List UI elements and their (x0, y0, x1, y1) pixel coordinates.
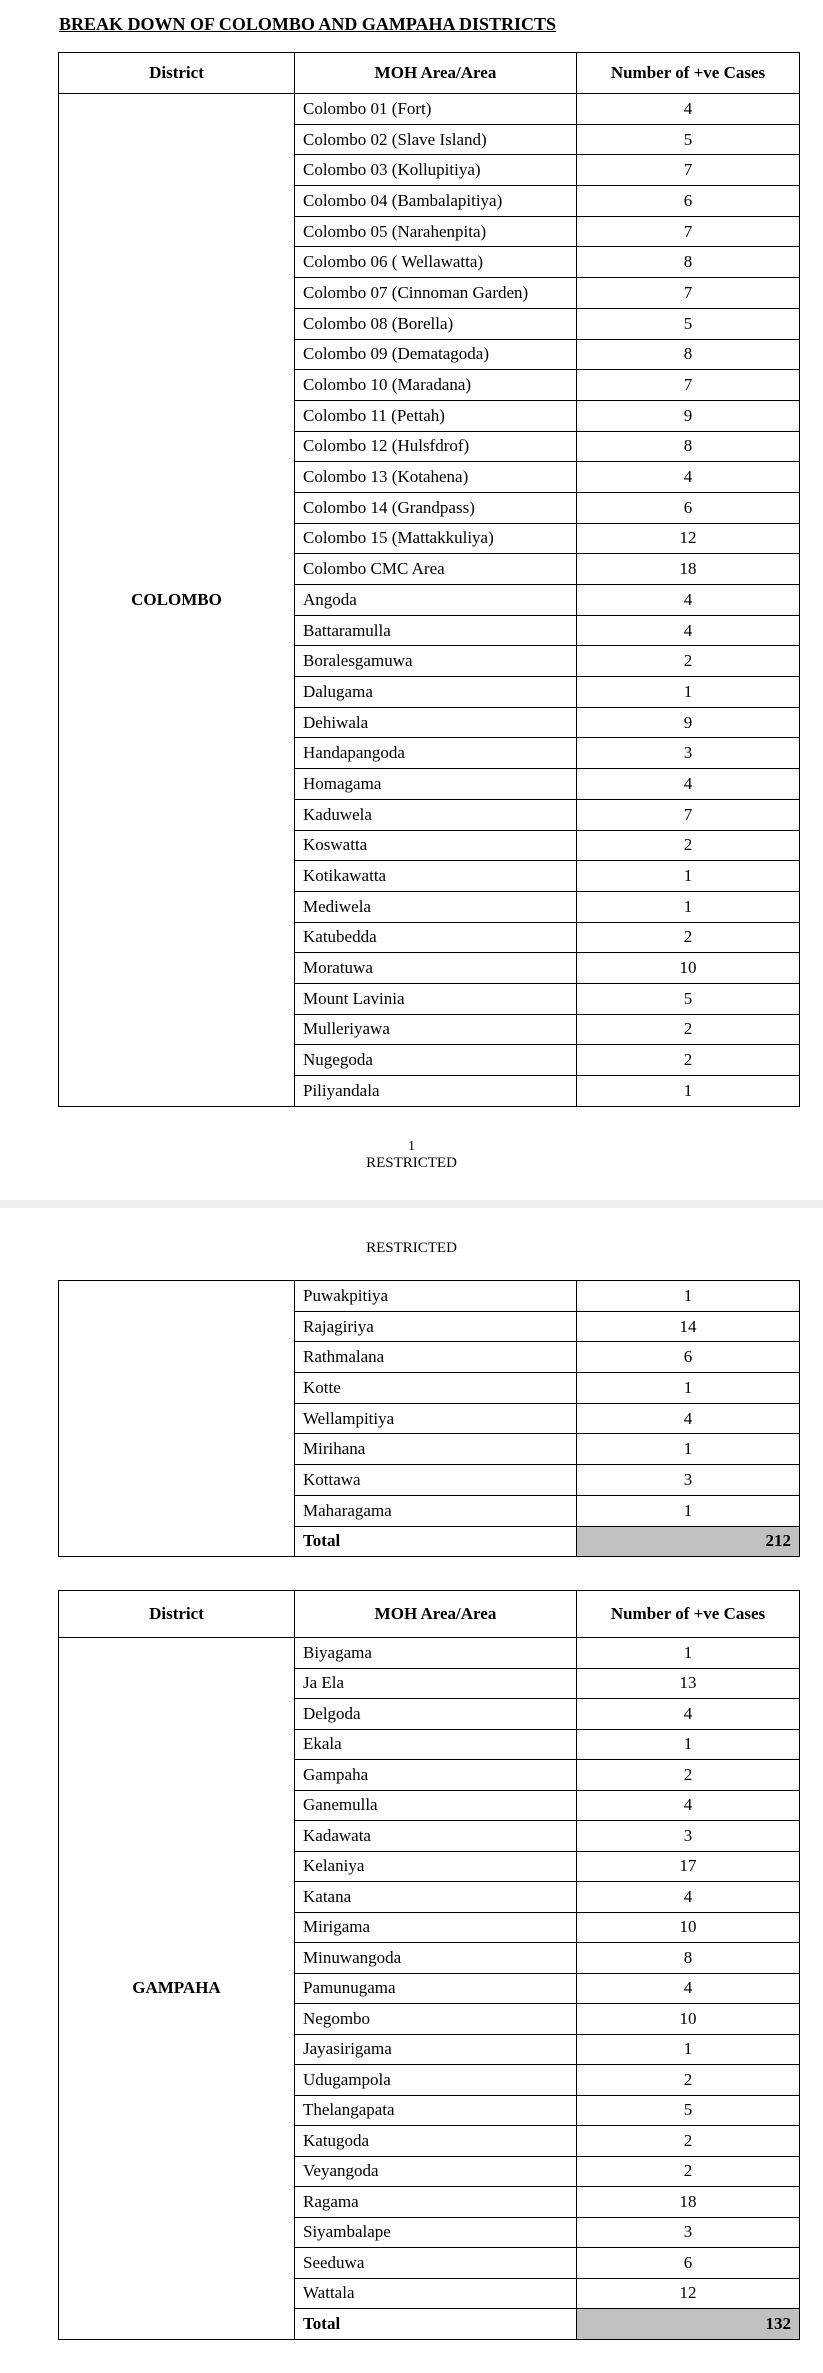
gampaha-cases-table (58, 1590, 800, 2340)
positive-case-count: 4 (577, 585, 800, 616)
cases-column-header: Number of +ve Cases (577, 1591, 800, 1638)
document-title: BREAK DOWN OF COLOMBO AND GAMPAHA DISTRICTS (59, 14, 557, 34)
district-column-header: District (59, 53, 295, 94)
colombo-cases-table-continued (58, 1280, 800, 1557)
positive-case-count: 5 (577, 983, 800, 1014)
moh-area-name: Kadawata (295, 1821, 577, 1852)
positive-case-count: 1 (577, 1373, 800, 1404)
moh-area-name: Veyangoda (295, 2156, 577, 2187)
positive-case-count: 6 (577, 492, 800, 523)
positive-case-count: 2 (577, 922, 800, 953)
total-label: Total (295, 1526, 577, 1557)
positive-case-count: 4 (577, 1403, 800, 1434)
district-column-header: District (59, 1591, 295, 1638)
moh-area-name: Colombo 12 (Hulsfdrof) (295, 431, 577, 462)
district-name: GAMPAHA (59, 1638, 295, 2340)
colombo-cases-table (58, 52, 800, 1107)
moh-area-name: Colombo 02 (Slave Island) (295, 124, 577, 155)
positive-case-count: 1 (577, 1729, 800, 1760)
moh-area-name: Moratuwa (295, 953, 577, 984)
moh-area-name: Wattala (295, 2278, 577, 2309)
positive-case-count: 8 (577, 339, 800, 370)
positive-case-count: 1 (577, 891, 800, 922)
moh-area-name: Colombo 11 (Pettah) (295, 400, 577, 431)
moh-area-name: Battaramulla (295, 615, 577, 646)
moh-area-name: Katugoda (295, 2126, 577, 2157)
moh-area-name: Pamunugama (295, 1973, 577, 2004)
positive-case-count: 6 (577, 2248, 800, 2279)
positive-case-count: 12 (577, 2278, 800, 2309)
moh-area-name: Ragama (295, 2187, 577, 2218)
positive-case-count: 4 (577, 1973, 800, 2004)
positive-case-count: 1 (577, 861, 800, 892)
moh-area-name: Kaduwela (295, 799, 577, 830)
positive-case-count: 9 (577, 707, 800, 738)
positive-case-count: 1 (577, 1076, 800, 1107)
classification-footer: RESTRICTED (366, 1155, 457, 1171)
positive-case-count: 5 (577, 2095, 800, 2126)
total-value: 132 (577, 2309, 800, 2340)
positive-case-count: 8 (577, 1943, 800, 1974)
moh-area-name: Koswatta (295, 830, 577, 861)
moh-area-name: Biyagama (295, 1638, 577, 1669)
moh-area-name: Colombo 05 (Narahenpita) (295, 216, 577, 247)
positive-case-count: 10 (577, 953, 800, 984)
positive-case-count: 2 (577, 1014, 800, 1045)
positive-case-count: 4 (577, 94, 800, 125)
moh-area-name: Colombo 10 (Maradana) (295, 370, 577, 401)
area-column-header: MOH Area/Area (295, 53, 577, 94)
positive-case-count: 7 (577, 799, 800, 830)
moh-area-name: Dalugama (295, 677, 577, 708)
classification-header: RESTRICTED (366, 1240, 457, 1256)
positive-case-count: 7 (577, 370, 800, 401)
table-header-row (59, 53, 800, 94)
moh-area-name: Dehiwala (295, 707, 577, 738)
moh-area-name: Seeduwa (295, 2248, 577, 2279)
positive-case-count: 1 (577, 1281, 800, 1312)
moh-area-name: Kottawa (295, 1465, 577, 1496)
moh-area-name: Kotikawatta (295, 861, 577, 892)
positive-case-count: 9 (577, 400, 800, 431)
positive-case-count: 5 (577, 124, 800, 155)
moh-area-name: Boralesgamuwa (295, 646, 577, 677)
positive-case-count: 5 (577, 308, 800, 339)
positive-case-count: 2 (577, 2065, 800, 2096)
total-value: 212 (577, 1526, 800, 1557)
moh-area-name: Colombo 14 (Grandpass) (295, 492, 577, 523)
positive-case-count: 7 (577, 216, 800, 247)
positive-case-count: 2 (577, 1760, 800, 1791)
positive-case-count: 2 (577, 1045, 800, 1076)
positive-case-count: 18 (577, 554, 800, 585)
positive-case-count: 10 (577, 2004, 800, 2035)
moh-area-name: Mirigama (295, 1912, 577, 1943)
positive-case-count: 3 (577, 738, 800, 769)
moh-area-name: Kelaniya (295, 1851, 577, 1882)
positive-case-count: 6 (577, 186, 800, 217)
positive-case-count: 8 (577, 247, 800, 278)
moh-area-name: Colombo 15 (Mattakkuliya) (295, 523, 577, 554)
moh-area-name: Colombo 06 ( Wellawatta) (295, 247, 577, 278)
positive-case-count: 2 (577, 830, 800, 861)
positive-case-count: 3 (577, 1821, 800, 1852)
moh-area-name: Colombo 08 (Borella) (295, 308, 577, 339)
positive-case-count: 6 (577, 1342, 800, 1373)
moh-area-name: Puwakpitiya (295, 1281, 577, 1312)
moh-area-name: Ganemulla (295, 1790, 577, 1821)
moh-area-name: Kotte (295, 1373, 577, 1404)
positive-case-count: 4 (577, 1699, 800, 1730)
page-separator (0, 1200, 823, 1208)
moh-area-name: Ekala (295, 1729, 577, 1760)
positive-case-count: 4 (577, 1790, 800, 1821)
moh-area-name: Delgoda (295, 1699, 577, 1730)
positive-case-count: 1 (577, 677, 800, 708)
moh-area-name: Thelangapata (295, 2095, 577, 2126)
positive-case-count: 10 (577, 1912, 800, 1943)
document-page-2 (0, 1208, 823, 2373)
table-header-row (59, 1591, 800, 1638)
positive-case-count: 3 (577, 1465, 800, 1496)
moh-area-name: Angoda (295, 585, 577, 616)
moh-area-name: Katana (295, 1882, 577, 1913)
positive-case-count: 1 (577, 1638, 800, 1669)
moh-area-name: Mediwela (295, 891, 577, 922)
moh-area-name: Mirihana (295, 1434, 577, 1465)
moh-area-name: Minuwangoda (295, 1943, 577, 1974)
positive-case-count: 1 (577, 2034, 800, 2065)
moh-area-name: Siyambalape (295, 2217, 577, 2248)
positive-case-count: 2 (577, 2126, 800, 2157)
positive-case-count: 4 (577, 615, 800, 646)
positive-case-count: 8 (577, 431, 800, 462)
moh-area-name: Katubedda (295, 922, 577, 953)
moh-area-name: Rathmalana (295, 1342, 577, 1373)
page-number: 1 (408, 1139, 415, 1154)
district-cell-continued (59, 1281, 295, 1557)
table-row (59, 1281, 800, 1312)
positive-case-count: 3 (577, 2217, 800, 2248)
moh-area-name: Homagama (295, 769, 577, 800)
moh-area-name: Handapangoda (295, 738, 577, 769)
moh-area-name: Colombo 03 (Kollupitiya) (295, 155, 577, 186)
moh-area-name: Udugampola (295, 2065, 577, 2096)
cases-column-header: Number of +ve Cases (577, 53, 800, 94)
moh-area-name: Rajagiriya (295, 1311, 577, 1342)
table-row (59, 1638, 800, 1669)
moh-area-name: Negombo (295, 2004, 577, 2035)
moh-area-name: Maharagama (295, 1495, 577, 1526)
positive-case-count: 12 (577, 523, 800, 554)
district-name: COLOMBO (59, 94, 295, 1107)
moh-area-name: Nugegoda (295, 1045, 577, 1076)
moh-area-name: Jayasirigama (295, 2034, 577, 2065)
positive-case-count: 1 (577, 1434, 800, 1465)
moh-area-name: Mulleriyawa (295, 1014, 577, 1045)
positive-case-count: 7 (577, 278, 800, 309)
moh-area-name: Piliyandala (295, 1076, 577, 1107)
moh-area-name: Colombo 09 (Dematagoda) (295, 339, 577, 370)
moh-area-name: Colombo 01 (Fort) (295, 94, 577, 125)
moh-area-name: Mount Lavinia (295, 983, 577, 1014)
moh-area-name: Colombo 04 (Bambalapitiya) (295, 186, 577, 217)
positive-case-count: 2 (577, 2156, 800, 2187)
moh-area-name: Gampaha (295, 1760, 577, 1791)
positive-case-count: 4 (577, 769, 800, 800)
positive-case-count: 4 (577, 1882, 800, 1913)
area-column-header: MOH Area/Area (295, 1591, 577, 1638)
moh-area-name: Wellampitiya (295, 1403, 577, 1434)
positive-case-count: 4 (577, 462, 800, 493)
moh-area-name: Colombo CMC Area (295, 554, 577, 585)
total-label: Total (295, 2309, 577, 2340)
positive-case-count: 1 (577, 1495, 800, 1526)
positive-case-count: 2 (577, 646, 800, 677)
moh-area-name: Colombo 13 (Kotahena) (295, 462, 577, 493)
positive-case-count: 14 (577, 1311, 800, 1342)
positive-case-count: 7 (577, 155, 800, 186)
table-row (59, 94, 800, 125)
moh-area-name: Colombo 07 (Cinnoman Garden) (295, 278, 577, 309)
moh-area-name: Ja Ela (295, 1668, 577, 1699)
positive-case-count: 18 (577, 2187, 800, 2218)
positive-case-count: 13 (577, 1668, 800, 1699)
positive-case-count: 17 (577, 1851, 800, 1882)
